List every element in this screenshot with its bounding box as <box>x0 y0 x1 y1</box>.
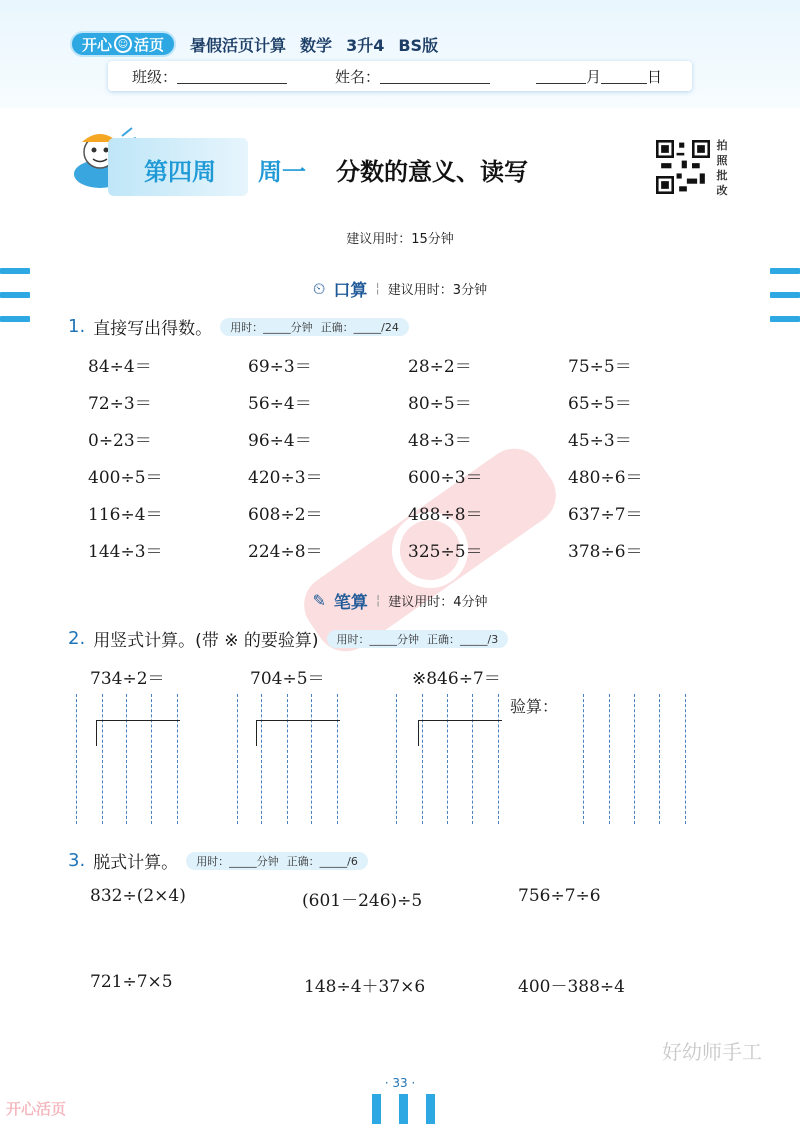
grid-line <box>287 694 288 824</box>
q1-title <box>68 314 409 339</box>
oral-section-name: 口算 <box>333 281 368 301</box>
scan-char: 批 <box>716 169 728 182</box>
name-label: 姓名： <box>335 67 381 86</box>
q2-timer-badge <box>327 630 509 648</box>
q1-item: 400÷5＝ <box>88 468 163 488</box>
divider: ¦ <box>375 593 381 608</box>
q3-timer-badge <box>186 852 368 870</box>
title-banner <box>108 138 638 198</box>
header-strip <box>70 28 730 60</box>
grade: 3升4 <box>346 35 385 55</box>
grid-line <box>609 694 610 824</box>
q3-item: 721÷7×5 <box>90 972 173 992</box>
name-field[interactable] <box>380 68 490 84</box>
footer-bars <box>372 1094 435 1124</box>
q1-correct-label: 正确：_____/24 <box>320 320 399 334</box>
month-label: 月 <box>586 67 602 86</box>
q1-item: 28÷2＝ <box>408 357 472 377</box>
grid-line <box>634 694 635 824</box>
division-bracket <box>96 720 180 746</box>
division-bracket <box>418 720 502 746</box>
day-title: 周一 <box>258 158 306 186</box>
grid-line <box>422 694 423 824</box>
q1-item: 75÷5＝ <box>568 357 632 377</box>
q3-title <box>68 848 368 873</box>
written-section-header <box>0 588 800 613</box>
week-title: 第四周 <box>144 158 216 186</box>
q3-time-label: 用时：_____分钟 <box>196 854 279 868</box>
q3-correct-label: 正确：_____/6 <box>286 854 358 868</box>
q1-item: 637÷7＝ <box>568 505 643 525</box>
footer-logo: 开心活页 <box>6 1100 67 1118</box>
q3-item: (601－246)÷5 <box>302 891 423 911</box>
student-info-bar <box>108 61 692 91</box>
edition: BS版 <box>398 35 439 55</box>
grid-line <box>76 694 77 824</box>
clock-icon: ⏲ <box>312 278 326 298</box>
q3-text: 脱式计算。 <box>93 853 179 873</box>
q3-item: 756÷7÷6 <box>518 886 601 906</box>
smile-icon: ☺ <box>114 35 132 53</box>
qr-code-icon[interactable] <box>656 140 710 194</box>
grid-line <box>447 694 448 824</box>
q2-item: ※846÷7＝ <box>412 669 501 689</box>
q1-item: 0÷23＝ <box>88 431 152 451</box>
q1-item: 45÷3＝ <box>568 431 632 451</box>
scan-char: 拍 <box>716 139 728 152</box>
q1-item: 80÷5＝ <box>408 394 472 414</box>
q3-item: 148÷4＋37×6 <box>304 977 426 997</box>
grid-line <box>102 694 103 824</box>
day-label: 日 <box>647 67 663 86</box>
q1-grid <box>88 352 708 562</box>
q1-number: 1. <box>68 316 86 337</box>
grid-line <box>583 694 584 824</box>
verify-label: 验算： <box>510 697 559 716</box>
class-field[interactable] <box>177 68 287 84</box>
pencil-icon: ✎ <box>312 591 326 610</box>
oral-section-header <box>0 276 800 301</box>
q1-text: 直接写出得数。 <box>93 319 213 339</box>
q2-number: 2. <box>68 628 86 649</box>
divider: ¦ <box>375 281 380 296</box>
watermark-text: 好幼师手工 <box>662 1040 762 1064</box>
q1-timer-badge <box>220 318 409 336</box>
brand-logo <box>70 31 176 57</box>
grid-line <box>659 694 660 824</box>
written-section-name: 笔算 <box>333 593 368 613</box>
q3-item: 832÷(2×4) <box>90 886 186 906</box>
scan-char: 照 <box>716 154 728 167</box>
q2-item: 704÷5＝ <box>250 669 325 689</box>
q1-item: 325÷5＝ <box>408 542 483 562</box>
brand-text-2: 活页 <box>134 35 165 54</box>
q1-item: 488÷8＝ <box>408 505 483 525</box>
q1-item: 116÷4＝ <box>88 505 163 525</box>
q1-item: 420÷3＝ <box>248 468 323 488</box>
scan-label <box>712 138 732 198</box>
q2-correct-label: 正确：_____/3 <box>427 632 499 646</box>
q1-item: 72÷3＝ <box>88 394 152 414</box>
grid-line <box>177 694 178 824</box>
q1-item: 600÷3＝ <box>408 468 483 488</box>
q1-item: 69÷3＝ <box>248 357 312 377</box>
grid-line <box>311 694 312 824</box>
brand-text: 开心 <box>82 35 113 54</box>
q1-item: 96÷4＝ <box>248 431 312 451</box>
division-bracket <box>256 720 340 746</box>
written-section-time: 建议用时：4分钟 <box>388 595 488 610</box>
q2-text: 用竖式计算。(带 ※ 的要验算) <box>93 631 319 651</box>
grid-line <box>126 694 127 824</box>
grid-line <box>685 694 686 824</box>
class-label: 班级： <box>132 67 178 86</box>
q1-item: 144÷3＝ <box>88 542 163 562</box>
day-field[interactable] <box>601 68 647 84</box>
q1-item: 480÷6＝ <box>568 468 643 488</box>
month-field[interactable] <box>536 68 586 84</box>
q1-time-label: 用时：_____分钟 <box>230 320 313 334</box>
grid-line <box>151 694 152 824</box>
grid-line <box>498 694 499 824</box>
grid-line <box>337 694 338 824</box>
book-title: 暑假活页计算 <box>190 35 287 55</box>
q1-item: 84÷4＝ <box>88 357 152 377</box>
q2-item: 734÷2＝ <box>90 669 165 689</box>
scan-char: 改 <box>716 184 728 197</box>
grid-line <box>237 694 238 824</box>
oral-section-time: 建议用时：3分钟 <box>387 283 488 298</box>
q3-number: 3. <box>68 850 86 871</box>
q3-item: 400－388÷4 <box>518 977 625 997</box>
q2-title <box>68 626 508 651</box>
page-number: · 33 · <box>384 1076 416 1090</box>
grid-line <box>472 694 473 824</box>
q1-item: 56÷4＝ <box>248 394 312 414</box>
q1-item: 378÷6＝ <box>568 542 643 562</box>
q1-item: 65÷5＝ <box>568 394 632 414</box>
q1-item: 608÷2＝ <box>248 505 323 525</box>
subject: 数学 <box>300 35 333 55</box>
q2-time-label: 用时：_____分钟 <box>336 632 420 646</box>
grid-line <box>261 694 262 824</box>
suggested-time: 建议用时：15分钟 <box>346 232 454 247</box>
topic-title: 分数的意义、读写 <box>336 158 528 186</box>
q1-item: 224÷8＝ <box>248 542 323 562</box>
grid-line <box>396 694 397 824</box>
q1-item: 48÷3＝ <box>408 431 472 451</box>
